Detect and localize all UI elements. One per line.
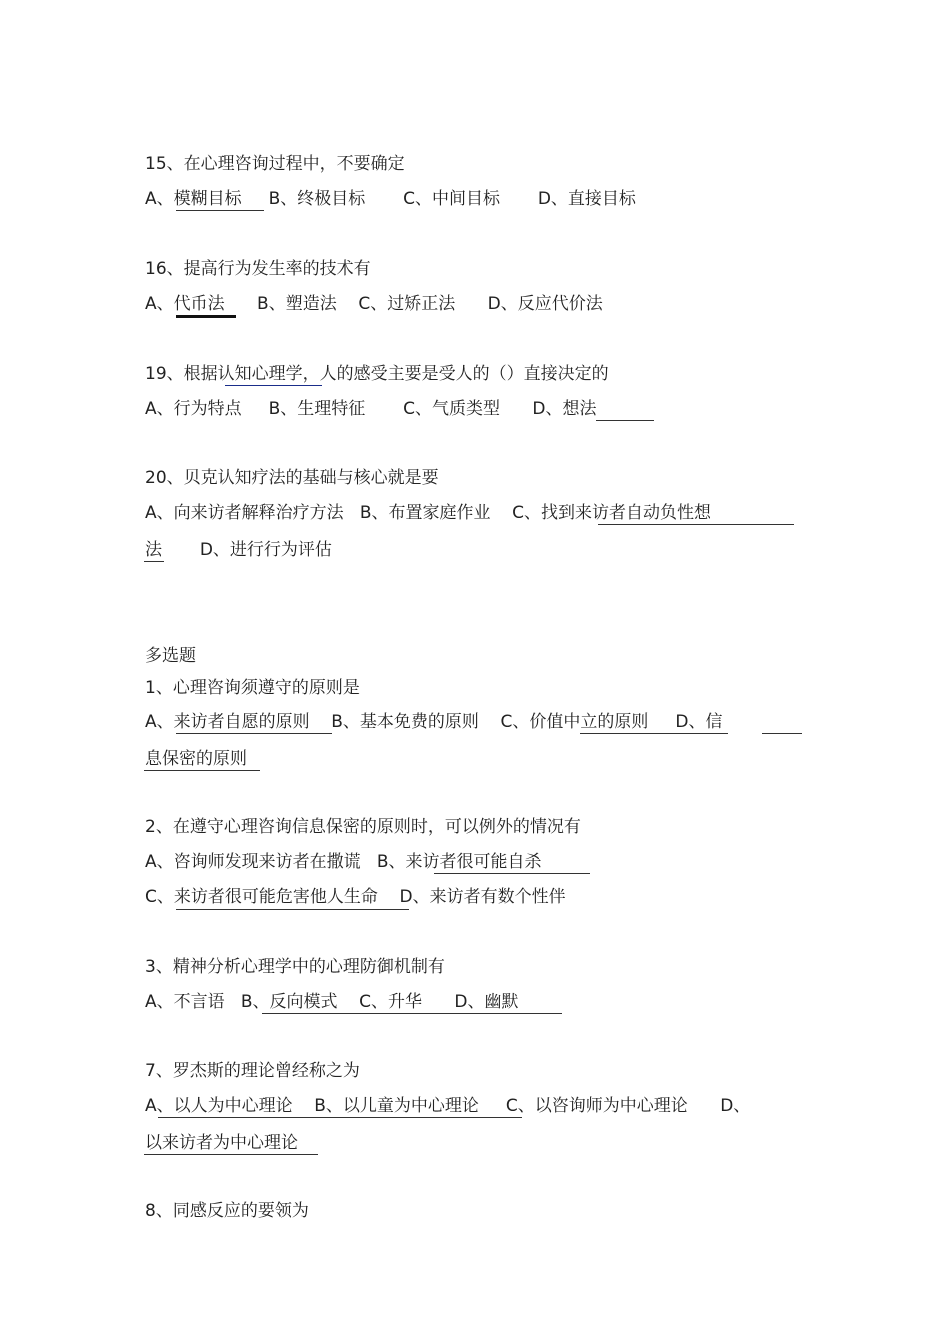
answer-underline: [144, 770, 260, 771]
answer-underline: [144, 561, 164, 562]
answer-underline: [158, 1117, 522, 1118]
multi-question-7-options-line1: A、以人为中心理论 B、以儿童为中心理论 C、以咨询师为中心理论 D、: [145, 1096, 751, 1116]
multi-question-3-options: A、不言语 B、反向模式 C、升华 D、幽默: [145, 992, 519, 1012]
question-16-stem: 16、提高行为发生率的技术有: [145, 259, 371, 279]
answer-underline: [596, 420, 654, 421]
answer-underline: [762, 733, 802, 734]
multi-choice-heading: 多选题: [145, 646, 196, 666]
multi-question-1-stem: 1、心理咨询须遵守的原则是: [145, 678, 360, 698]
answer-underline: [598, 524, 794, 525]
multi-question-3-stem: 3、精神分析心理学中的心理防御机制有: [145, 957, 445, 977]
multi-question-8-stem: 8、同感反应的要领为: [145, 1201, 309, 1221]
multi-question-2-stem: 2、在遵守心理咨询信息保密的原则时，可以例外的情况有: [145, 817, 581, 837]
question-20-options-line2: 法 D、进行行为评估: [145, 540, 332, 560]
multi-question-2-options-line1: A、咨询师发现来访者在撒谎 B、来访者很可能自杀: [145, 852, 542, 872]
question-15-stem: 15、在心理咨询过程中，不要确定: [145, 154, 405, 174]
question-15-options: A、模糊目标 B、终极目标 C、中间目标 D、直接目标: [145, 189, 636, 209]
multi-question-2-options-line2: C、来访者很可能危害他人生命 D、来访者有数个性伴: [145, 887, 566, 907]
multi-question-1-options-line2: 息保密的原则: [145, 749, 247, 769]
answer-underline: [176, 909, 409, 910]
answer-underline: [580, 733, 728, 734]
multi-question-1-options-line1: A、来访者自愿的原则 B、基本免费的原则 C、价值中立的原则 D、信: [145, 712, 723, 732]
question-20-options-line1: A、向来访者解释治疗方法 B、布置家庭作业 C、找到来访者自动负性想: [145, 503, 711, 523]
question-16-options: A、代币法 B、塑造法 C、过矫正法 D、反应代价法: [145, 294, 603, 314]
answer-underline: [176, 315, 236, 318]
answer-underline: [434, 873, 590, 874]
hyperlink-underline: [225, 385, 322, 386]
answer-underline: [144, 1154, 318, 1155]
answer-underline: [176, 733, 332, 734]
question-20-stem: 20、贝克认知疗法的基础与核心就是要: [145, 468, 439, 488]
multi-question-7-options-line2: 以来访者为中心理论: [145, 1133, 298, 1153]
question-19-options: A、行为特点 B、生理特征 C、气质类型 D、想法: [145, 399, 597, 419]
question-19-stem: 19、根据认知心理学，人的感受主要是受人的（）直接决定的: [145, 364, 609, 384]
multi-question-7-stem: 7、罗杰斯的理论曾经称之为: [145, 1061, 360, 1081]
answer-underline: [176, 210, 264, 211]
answer-underline: [262, 1013, 562, 1014]
